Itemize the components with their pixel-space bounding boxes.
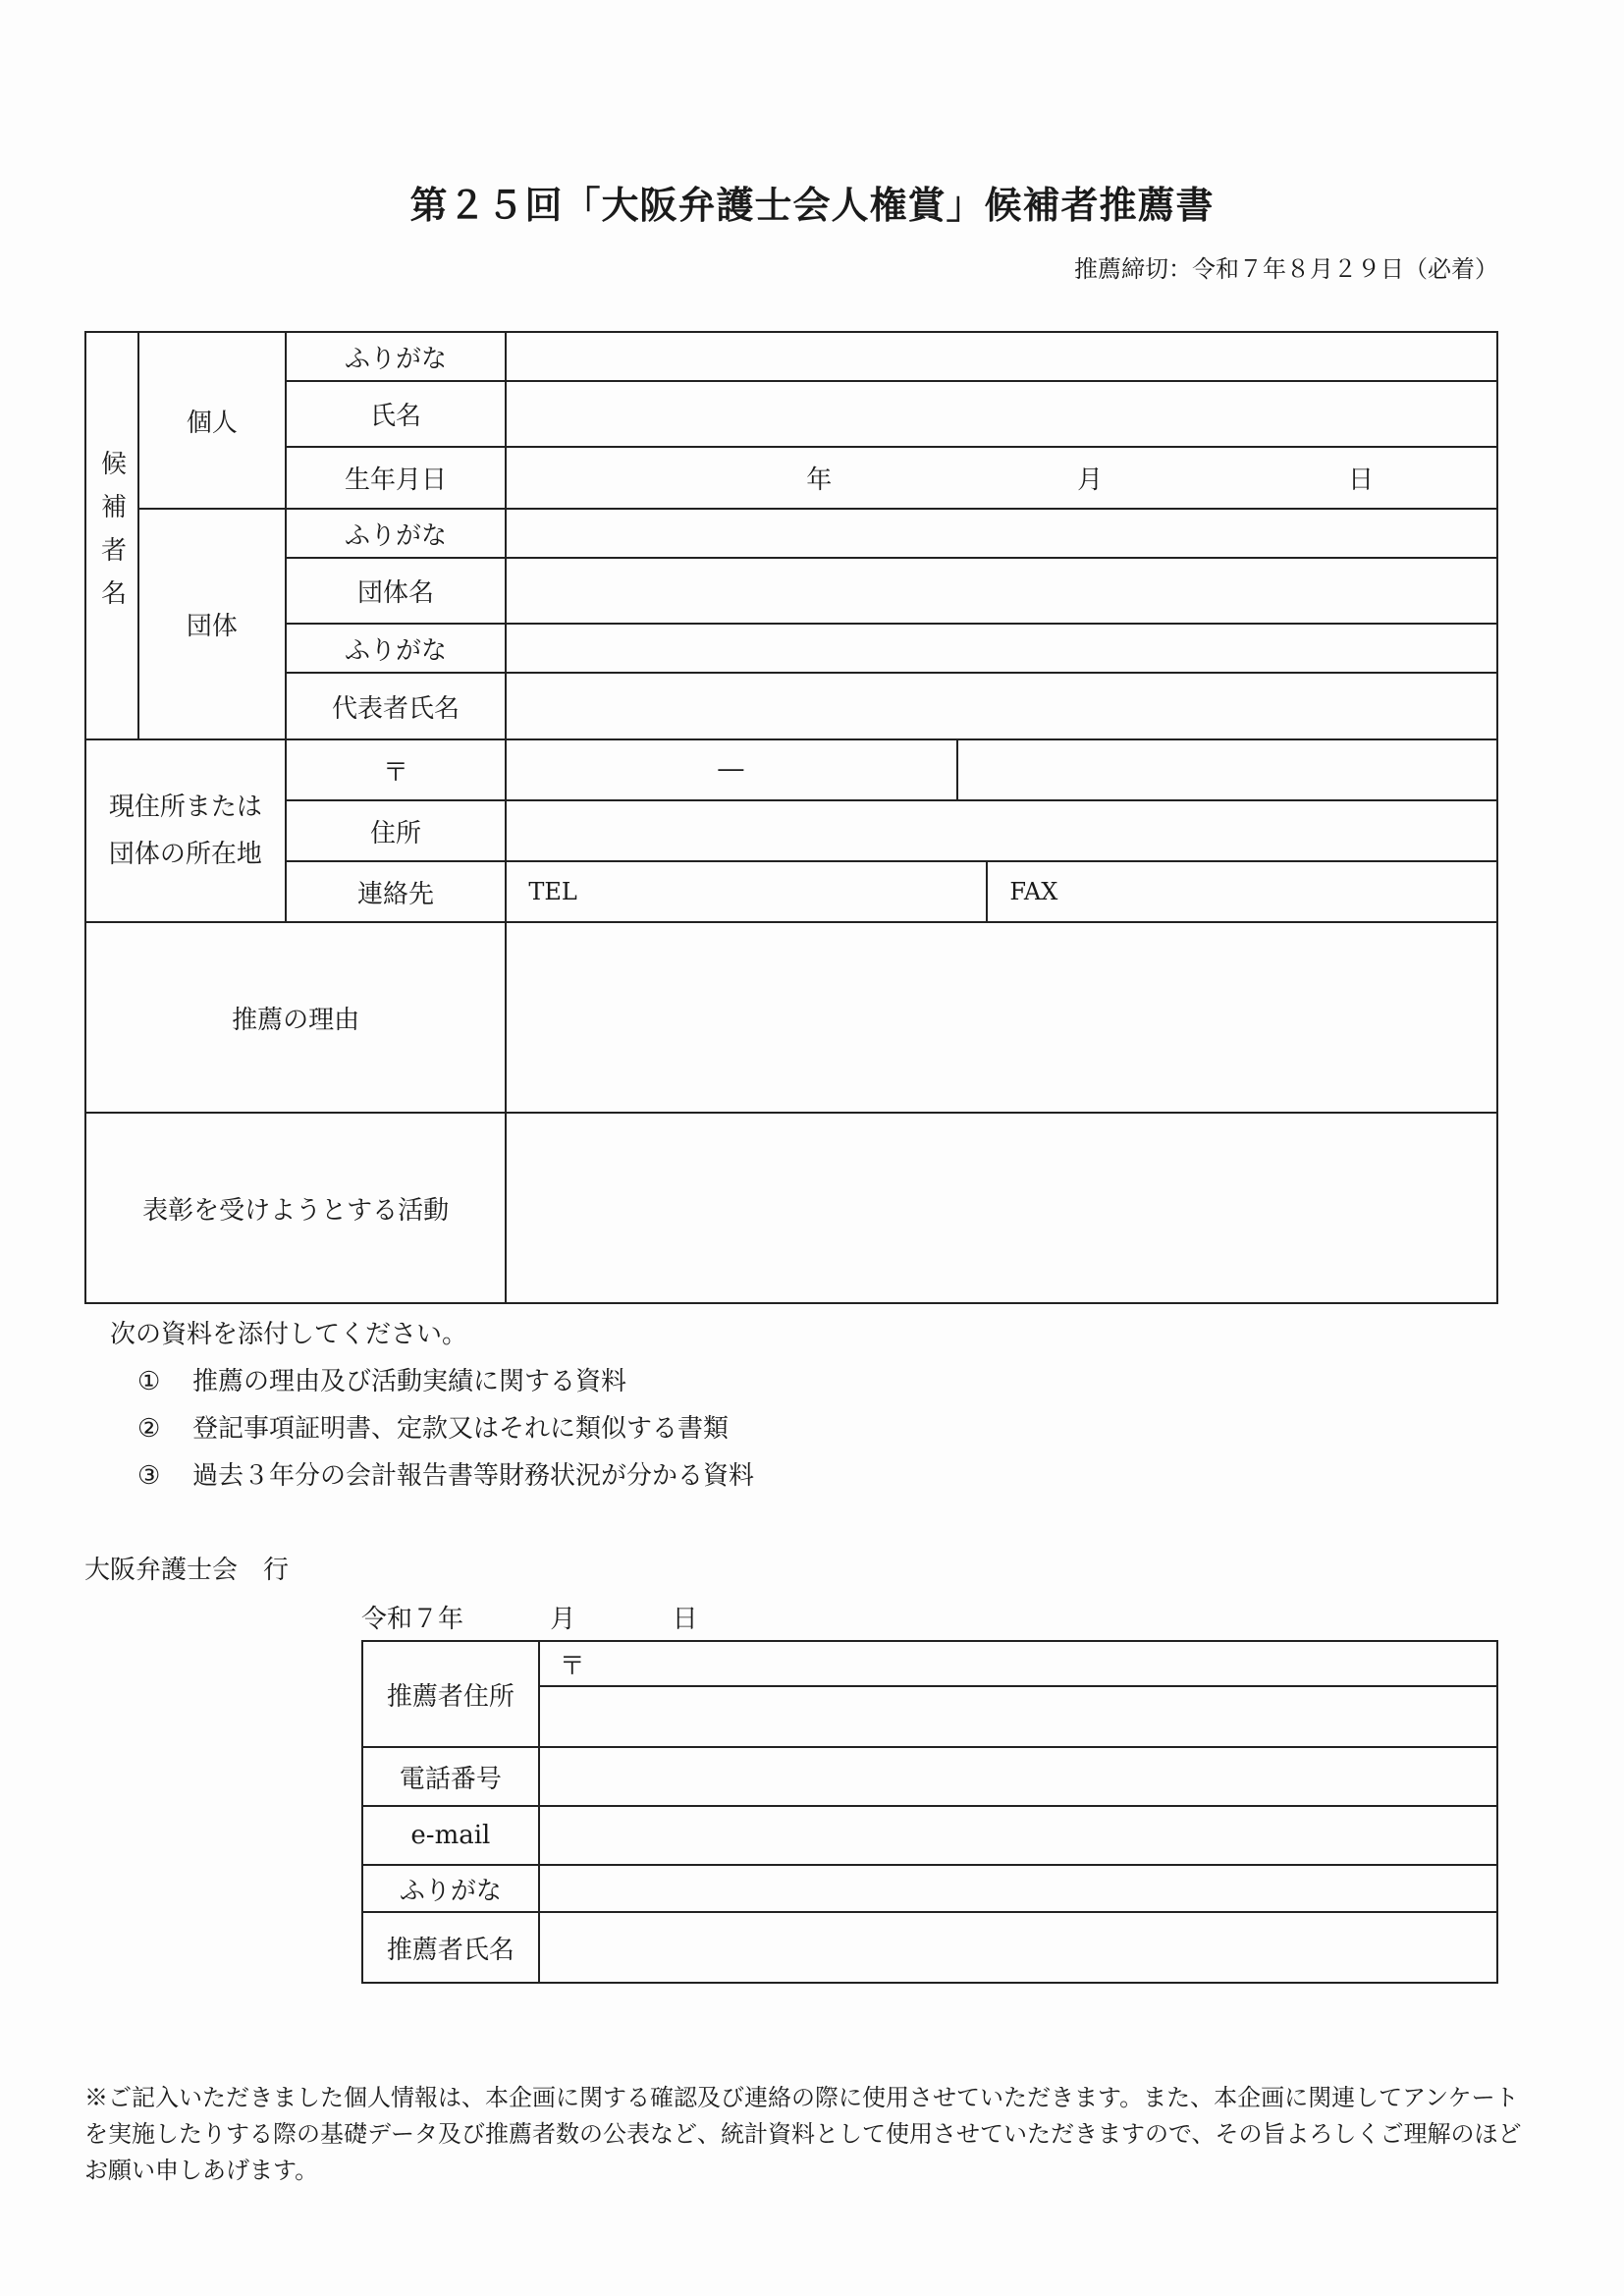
birth-month-unit: 月: [1077, 465, 1104, 495]
attachment-number: ③: [137, 1461, 161, 1491]
recommender-phone-field[interactable]: [539, 1747, 1497, 1806]
recommender-email-label: e-mail: [362, 1806, 539, 1865]
attachment-number: ①: [137, 1367, 161, 1396]
tel-label: TEL: [528, 878, 577, 905]
recommender-email-field[interactable]: [539, 1806, 1497, 1865]
attachment-text: 登記事項証明書、定款又はそれに類似する書類: [192, 1414, 730, 1444]
date-line: [361, 1599, 698, 1635]
postal-dash: ―: [718, 754, 744, 784]
date-day: 日: [672, 1605, 698, 1634]
address-label: 住所: [286, 800, 507, 861]
reason-field[interactable]: [506, 922, 1497, 1113]
date-month: 月: [550, 1605, 576, 1634]
contact-label: 連絡先: [286, 861, 507, 922]
attachment-text: 推薦の理由及び活動実績に関する資料: [192, 1367, 627, 1396]
recommender-postal-mark: 〒: [559, 1651, 585, 1681]
candidate-name-group-label: 候補者名: [85, 332, 138, 739]
privacy-footnote: ※ご記入いただきました個人情報は、本企画に関する確認及び連絡の際に使用させていただきます。また、本企画に関連してアンケートを実施したりする際の基礎データ及び推薦者数の公表など、統計資料として使用させていただきますので、その旨よろしくご理解のほどお願い申しあげます。: [84, 2084, 1522, 2184]
individual-label: 個人: [138, 332, 286, 509]
attachment-item: [137, 1455, 754, 1492]
postal-divider: [956, 738, 958, 801]
recommender-furigana-field[interactable]: [539, 1865, 1497, 1912]
address-group-label-line1: 現住所または: [108, 793, 262, 822]
attachment-number: ②: [137, 1414, 161, 1444]
birth-day-unit: 日: [1348, 465, 1375, 495]
individual-furigana-label: ふりがな: [286, 332, 507, 381]
postal-mark: 〒: [286, 739, 507, 800]
form-title: 第２５回「大阪弁護士会人権賞」候補者推薦書: [409, 183, 1215, 227]
attachment-item: [137, 1408, 729, 1445]
birthdate-field[interactable]: [506, 447, 1497, 509]
recommender-postal-field[interactable]: [539, 1641, 1497, 1686]
birthdate-label: 生年月日: [286, 447, 507, 509]
address-group-label-line2: 団体の所在地: [108, 840, 262, 869]
organization-furigana-label: ふりがな: [286, 509, 507, 558]
reason-label: 推薦の理由: [85, 922, 506, 1113]
attachment-text: 過去３年分の会計報告書等財務状況が分かる資料: [192, 1461, 755, 1491]
tel-fax-divider: [986, 860, 988, 923]
recommender-name-label: 推薦者氏名: [362, 1912, 539, 1983]
recommender-furigana-label: ふりがな: [362, 1865, 539, 1912]
organization-name-field[interactable]: [506, 558, 1497, 624]
recommender-table: [361, 1640, 1498, 1984]
birth-year-unit: 年: [806, 465, 833, 495]
postal-code-field[interactable]: [506, 739, 1497, 800]
organization-label: 団体: [138, 509, 286, 739]
date-era: 令和７年: [361, 1605, 464, 1634]
representative-furigana-label: ふりがな: [286, 624, 507, 673]
recommender-name-field[interactable]: [539, 1912, 1497, 1983]
individual-name-field[interactable]: [506, 381, 1497, 447]
organization-name-label: 団体名: [286, 558, 507, 624]
address-group-label: [85, 739, 286, 922]
fax-label: FAX: [1009, 878, 1058, 905]
attachment-item: [137, 1361, 626, 1397]
individual-furigana-field[interactable]: [506, 332, 1497, 381]
address-field[interactable]: [506, 800, 1497, 861]
candidate-form-table: [84, 331, 1498, 1304]
representative-name-field[interactable]: [506, 673, 1497, 739]
recommender-address-field[interactable]: [539, 1686, 1497, 1747]
organization-furigana-field[interactable]: [506, 509, 1497, 558]
contact-field[interactable]: [506, 861, 1497, 922]
attachments-intro: 次の資料を添付してください。: [110, 1320, 468, 1349]
activity-field[interactable]: [506, 1113, 1497, 1303]
activity-label: 表彰を受けようとする活動: [85, 1113, 506, 1303]
representative-furigana-field[interactable]: [506, 624, 1497, 673]
representative-name-label: 代表者氏名: [286, 673, 507, 739]
individual-name-label: 氏名: [286, 381, 507, 447]
recommender-address-label: 推薦者住所: [362, 1641, 539, 1747]
deadline-note: 推薦締切：令和７年８月２９日（必着）: [1074, 255, 1498, 283]
addressee: 大阪弁護士会 行: [84, 1556, 290, 1585]
recommender-phone-label: 電話番号: [362, 1747, 539, 1806]
